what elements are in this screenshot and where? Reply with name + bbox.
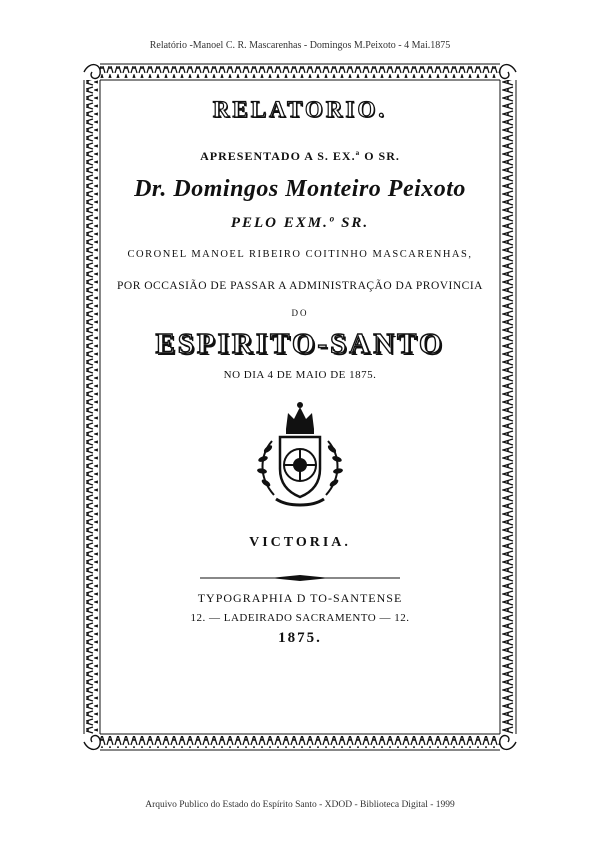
printer-address: 12. — LADEIRADO SACRAMENTO — 12. — [190, 612, 410, 624]
province-name: ESPIRITO-SANTO — [155, 328, 445, 360]
page-footer: Arquivo Publico do Estado do Espírito Santo - XDOD - Biblioteca Digital - 1999 — [145, 800, 455, 810]
printer-name: TYPOGRAPHIA D TO-SANTENSE — [197, 591, 403, 605]
date-line: NO DIA 4 DE MAIO DE 1875. — [223, 369, 377, 381]
title-page — [110, 95, 490, 647]
occasion-line: POR OCCASIÃO DE PASSAR A ADMINISTRAÇÃO DA PROVINCIA — [117, 280, 483, 292]
document-title: RELATORIO. — [212, 97, 388, 122]
author-name: CORONEL MANOEL RIBEIRO COITINHO MASCARENHAS, — [127, 249, 473, 260]
page-header: Relatório -Manoel C. R. Mascarenhas - Domingos M.Peixoto - 4 Mai.1875 — [149, 40, 451, 51]
city-name: VICTORIA. — [249, 535, 351, 550]
connector-word: DO — [291, 308, 309, 318]
publication-year: 1875. — [278, 630, 322, 646]
presented-to-line: APRESENTADO A S. EX.ª O SR. — [200, 149, 400, 163]
recipient-name: Dr. Domingos Monteiro Peixoto — [134, 176, 466, 202]
ornamental-divider — [200, 569, 400, 577]
by-line: PELO EXM.º SR. — [230, 215, 370, 231]
imperial-coat-of-arms-icon — [240, 399, 360, 511]
